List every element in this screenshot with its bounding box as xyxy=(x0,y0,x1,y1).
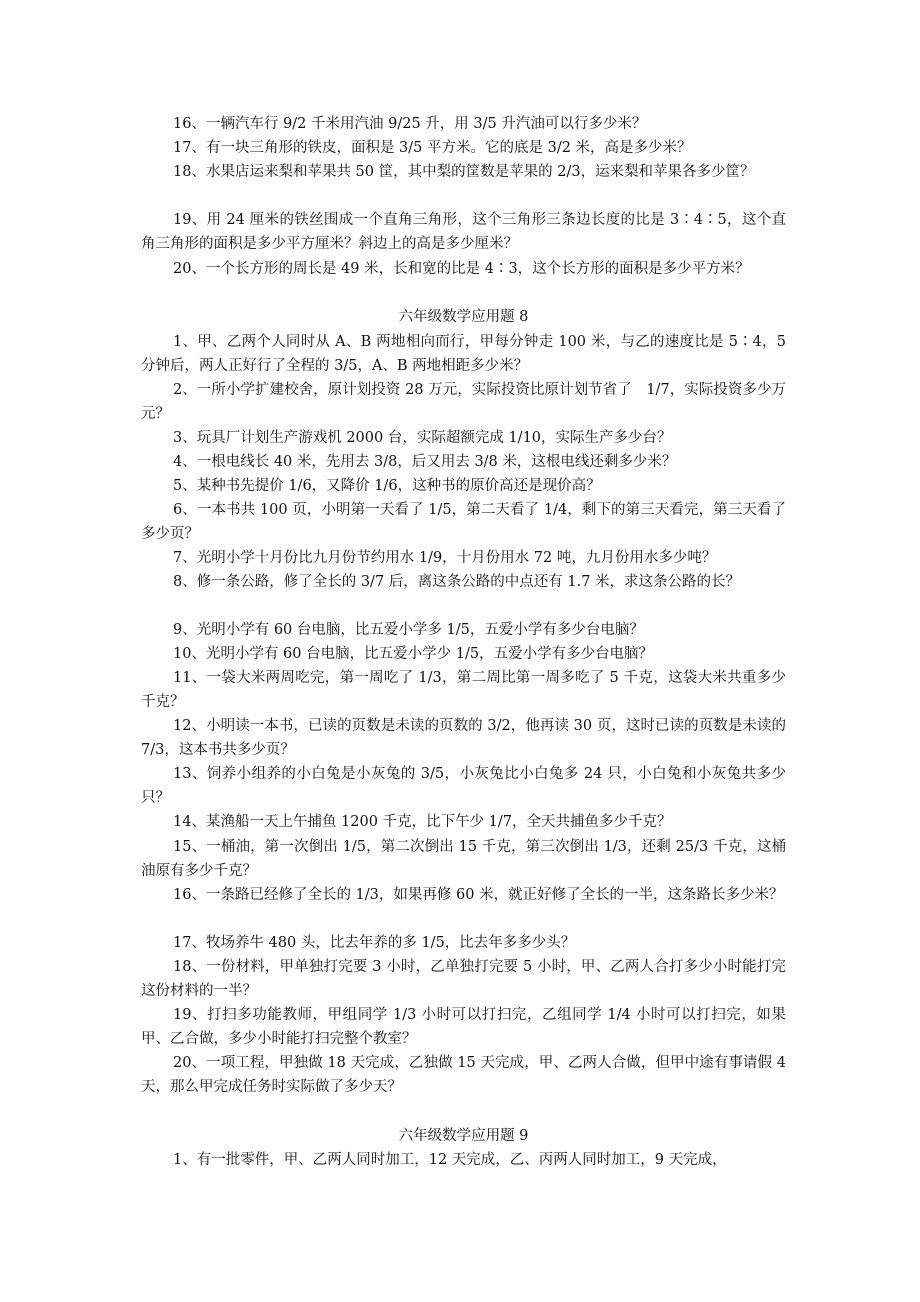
problem-7-16: 16、一辆汽车行 9/2 千米用汽油 9/25 升，用 3/5 升汽油可以行多少米？ xyxy=(173,116,647,132)
problem-8-9: 9、光明小学有 60 台电脑，比五爱小学多 1/5，五爱小学有多少台电脑？ xyxy=(173,622,644,638)
problem-8-14: 14、某渔船一天上午捕鱼 1200 千克，比下午少 1/7，全天共捕鱼多少千克？ xyxy=(173,814,672,830)
problem-8-15: 15、一桶油，第一次倒出 1/5，第二次倒出 15 千克，第三次倒出 1/3，还剩 25/3 千克，这桶油原有多少千克？ xyxy=(141,839,786,880)
problem-8-13: 13、饲养小组养的小白兔是小灰兔的 3/5，小灰兔比小白兔多 24 只，小白兔和小灰兔共多少只？ xyxy=(141,766,786,807)
problem-8-16: 16、一条路已经修了全长的 1/3，如果再修 60 米，就正好修了全长的一半，这条路长多少米？ xyxy=(173,887,784,903)
section-9-title: 六年级数学应用题 9 xyxy=(398,1128,529,1144)
problem-8-4: 4、一根电线长 40 米，先用去 3/8，后又用去 3/8 米，这根电线还剩多少米？ xyxy=(173,454,677,470)
problem-8-3: 3、玩具厂计划生产游戏机 2000 台，实际超额完成 1/10，实际生产多少台？ xyxy=(173,430,672,446)
problem-8-1: 1、甲、乙两个人同时从 A、B 两地相向而行，甲每分钟走 100 米，与乙的速度比是 5∶4，5 分钟后，两人正好行了全程的 3/5，A、B 两地相距多少米？ xyxy=(141,334,786,375)
problem-7-18: 18、水果店运来梨和苹果共 50 筐，其中梨的筐数是苹果的 2/3，运来梨和苹果各多少筐？ xyxy=(173,164,755,180)
problem-7-17: 17、有一块三角形的铁皮，面积是 3/5 平方米。它的底是 3/2 米，高是多少米？ xyxy=(173,140,692,156)
problem-8-10: 10、光明小学有 60 台电脑，比五爱小学少 1/5，五爱小学有多少台电脑？ xyxy=(173,646,654,662)
section-8-title: 六年级数学应用题 8 xyxy=(398,309,529,325)
problem-8-20: 20、一项工程，甲独做 18 天完成，乙独做 15 天完成，甲、乙两人合做，但甲中途有事请假 4 天，那么甲完成任务时实际做了多少天？ xyxy=(141,1055,786,1096)
problem-8-19: 19、打扫多功能教师，甲组同学 1/3 小时可以打扫完，乙组同学 1/4 小时可以打扫完，如果甲、乙合做，多少小时能打扫完整个教室？ xyxy=(141,1007,786,1048)
problem-8-12: 12、小明读一本书，已读的页数是未读的页数的 3/2，他再读 30 页，这时已读的页数是未读的 7/3，这本书共多少页？ xyxy=(141,718,786,759)
problem-8-7: 7、光明小学十月份比九月份节约用水 1/9，十月份用水 72 吨，九月份用水多少吨？ xyxy=(173,550,717,566)
problem-8-17: 17、牧场养牛 480 头，比去年养的多 1/5，比去年多多少头？ xyxy=(173,935,576,951)
problem-7-20: 20、一个长方形的周长是 49 米，长和宽的比是 4∶3，这个长方形的面积是多少平方米？ xyxy=(173,261,750,277)
problem-8-11: 11、一袋大米两周吃完，第一周吃了 1/3，第二周比第一周多吃了 5 千克，这袋大米共重多少千克？ xyxy=(141,670,786,711)
problem-9-1: 1、有一批零件，甲、乙两人同时加工，12 天完成，乙、丙两人同时加工，9 天完成， xyxy=(173,1152,727,1168)
problem-7-19: 19、用 24 厘米的铁丝围成一个直角三角形，这个三角形三条边长度的比是 3∶4∶5，这个直角三角形的面积是多少平方厘米？斜边上的高是多少厘米？ xyxy=(141,212,786,253)
problem-8-2: 2、一所小学扩建校舍，原计划投资 28 万元，实际投资比原计划节省了 1/7，实际投资多少万元？ xyxy=(141,382,786,423)
problem-8-5: 5、某种书先提价 1/6，又降价 1/6，这种书的原价高还是现价高？ xyxy=(173,478,601,494)
problem-8-18: 18、一份材料，甲单独打完要 3 小时，乙单独打完要 5 小时，甲、乙两人合打多少小时能打完这份材料的一半？ xyxy=(141,959,786,1000)
problem-8-6: 6、一本书共 100 页，小明第一天看了 1/5，第二天看了 1/4，剩下的第三天看完，第三天看了多少页？ xyxy=(141,502,786,543)
problem-8-8: 8、修一条公路，修了全长的 3/7 后，离这条公路的中点还有 1.7 米，求这条公路的长？ xyxy=(173,574,741,590)
